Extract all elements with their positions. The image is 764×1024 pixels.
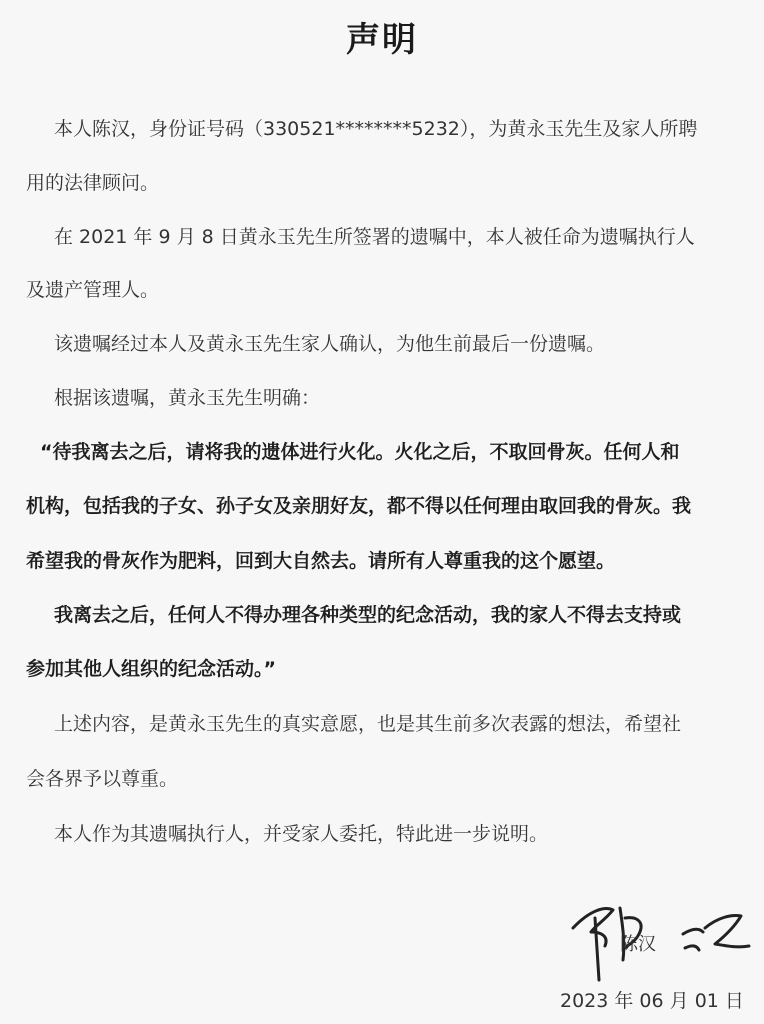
handwritten-signature bbox=[565, 888, 755, 988]
quote-line-2: 机构，包括我的子女、孙子女及亲朋好友，都不得以任何理由取回我的骨灰。我 bbox=[26, 495, 692, 517]
paragraph-1-line-2: 用的法律顾问。 bbox=[26, 172, 160, 194]
signature-name: 陈汉 bbox=[620, 934, 656, 955]
quote-line-1: “待我离去之后，请将我的遗体进行火化。火化之后，不取回骨灰。任何人和 bbox=[40, 441, 680, 463]
document-date: 2023 年 06 月 01 日 bbox=[560, 990, 744, 1012]
paragraph-7-line-1: 上述内容，是黄永玉先生的真实意愿，也是其生前多次表露的想法，希望社 bbox=[54, 713, 682, 735]
quote-line-5: 参加其他人组织的纪念活动。” bbox=[26, 658, 276, 680]
quote-line-4: 我离去之后，任何人不得办理各种类型的纪念活动，我的家人不得去支持或 bbox=[54, 604, 682, 626]
document-title: 声明 bbox=[346, 20, 418, 60]
paragraph-2-line-2: 及遗产管理人。 bbox=[26, 279, 160, 301]
paragraph-2-line-1: 在 2021 年 9 月 8 日黄永玉先生所签署的遗嘱中，本人被任命为遗嘱执行人 bbox=[54, 226, 695, 248]
paragraph-4-line-1: 根据该遗嘱，黄永玉先生明确： bbox=[54, 387, 321, 409]
paragraph-1-line-1: 本人陈汉，身份证号码（330521********5232），为黄永玉先生及家人所聘 bbox=[54, 118, 698, 140]
paragraph-7-line-2: 会各界予以尊重。 bbox=[26, 768, 179, 790]
quote-line-3: 希望我的骨灰作为肥料，回到大自然去。请所有人尊重我的这个愿望。 bbox=[26, 550, 616, 572]
paragraph-3-line-1: 该遗嘱经过本人及黄永玉先生家人确认，为他生前最后一份遗嘱。 bbox=[54, 333, 606, 355]
paragraph-8-line-1: 本人作为其遗嘱执行人，并受家人委托，特此进一步说明。 bbox=[54, 823, 549, 845]
